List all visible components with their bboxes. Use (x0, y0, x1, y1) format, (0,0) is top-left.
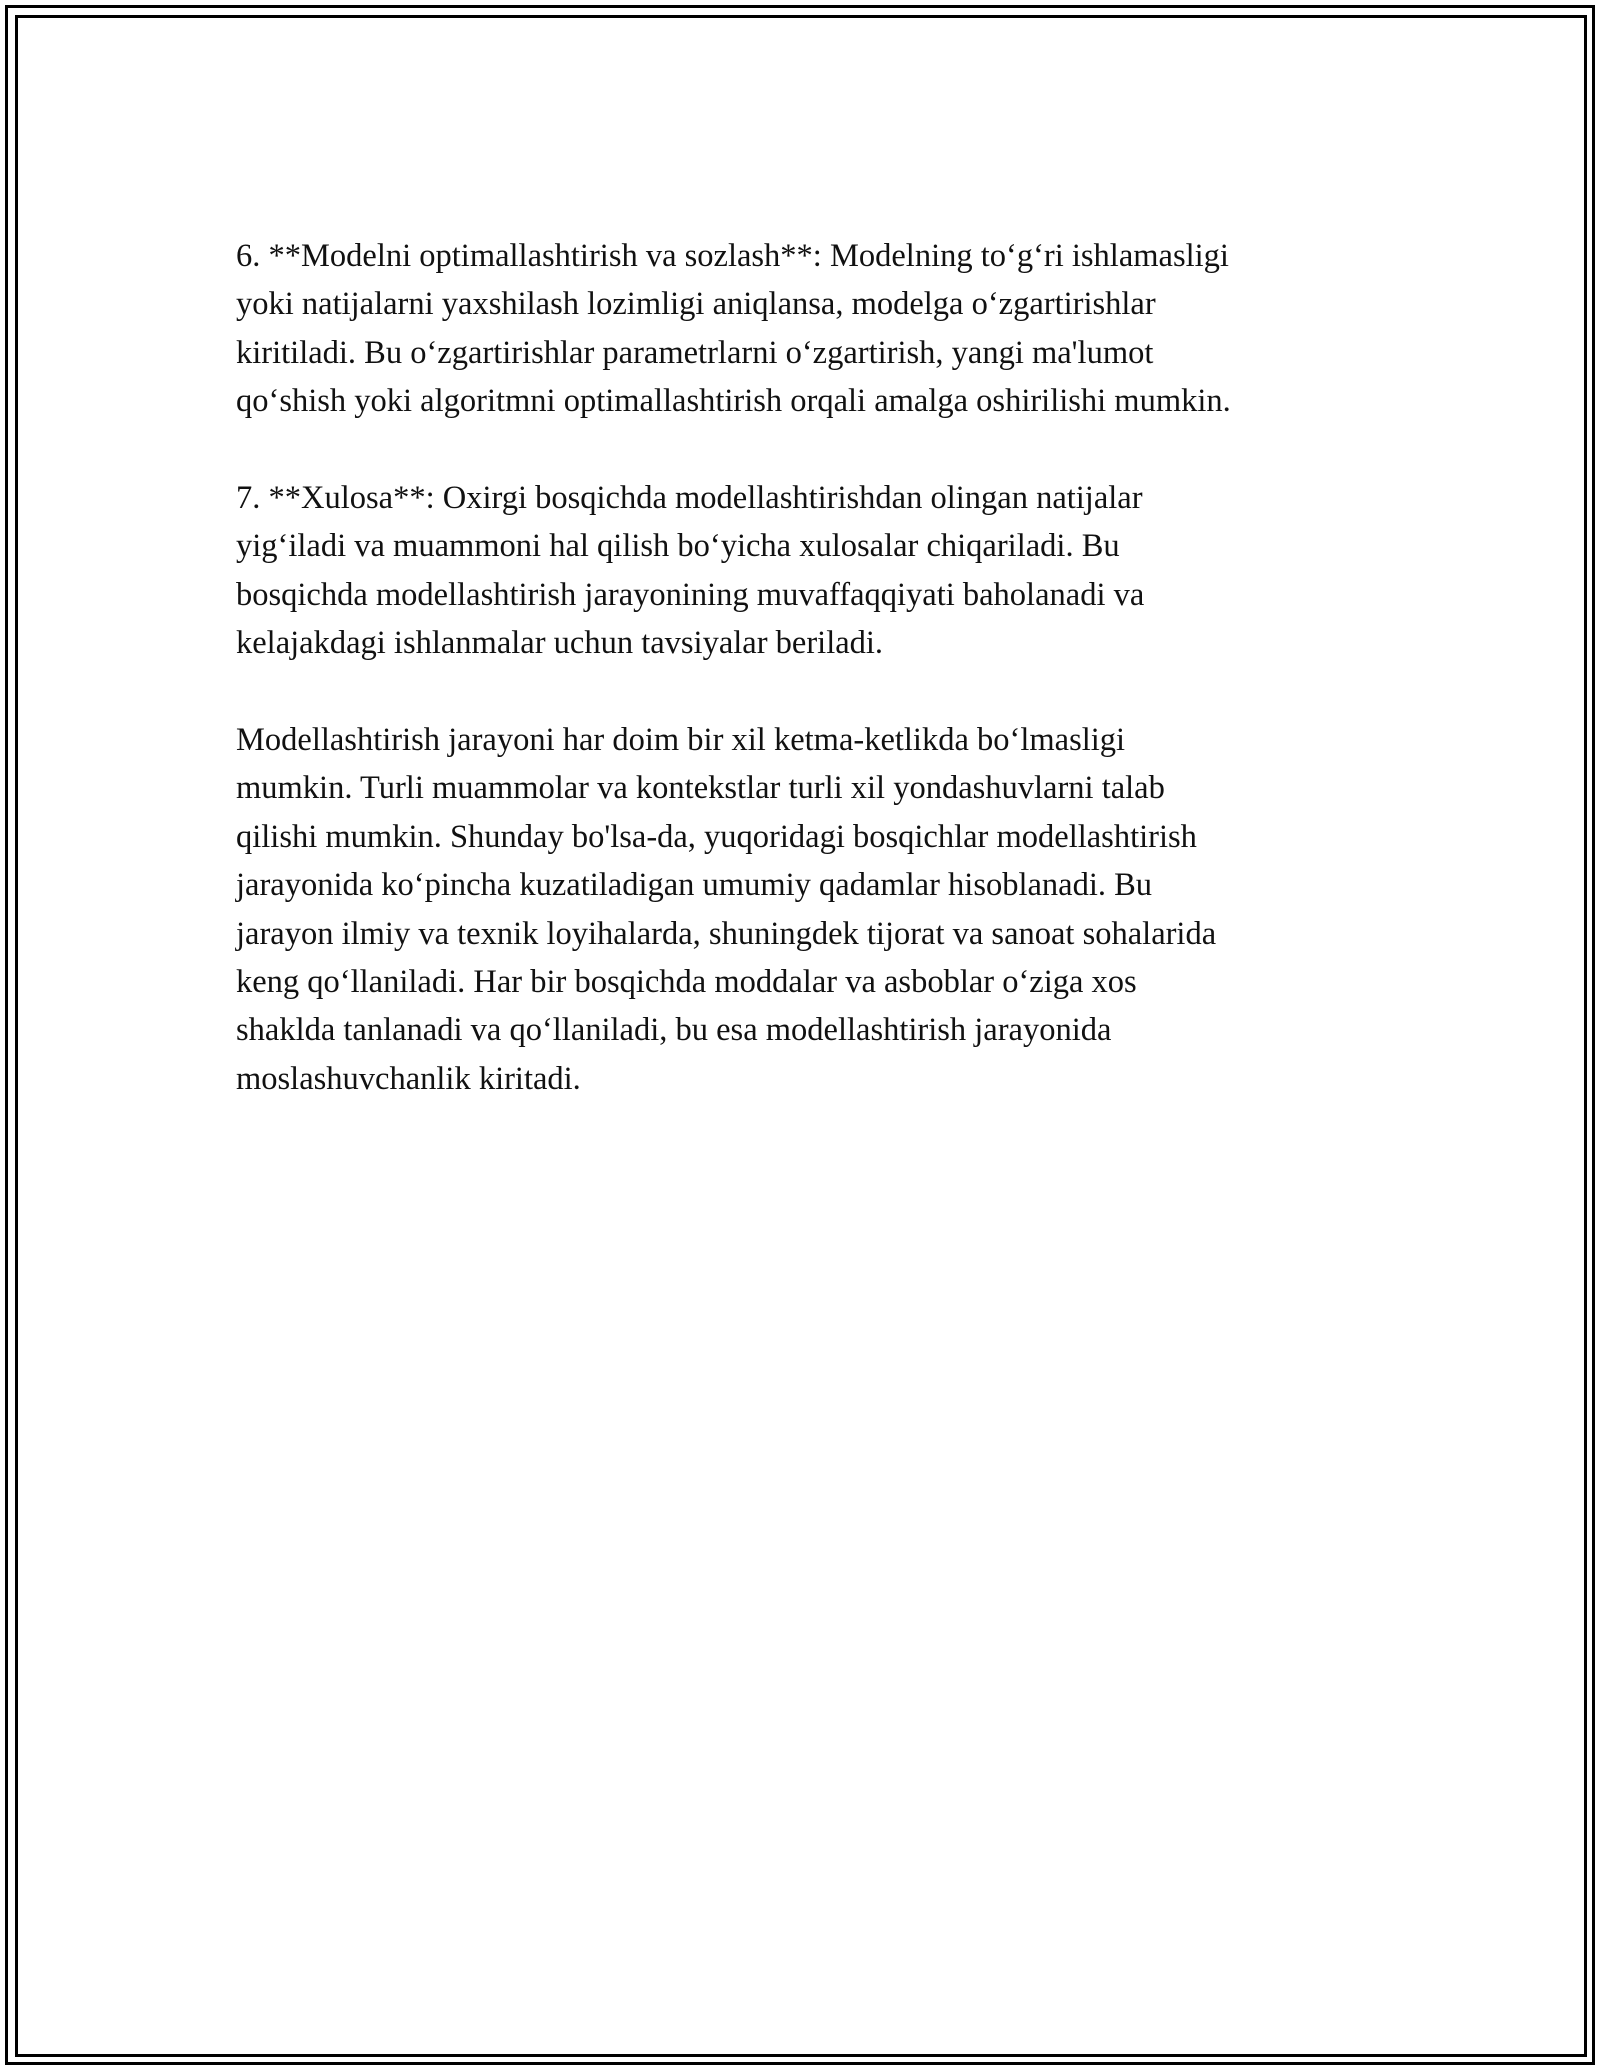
text-line: kiritiladi. Bu o‘zgartirishlar parametrlarni o‘zgartirish, yangi ma'lumot (236, 334, 1154, 371)
document-body (236, 232, 1376, 1152)
text-line: bosqichda modellashtirish jarayonining muvaffaqqiyati baholanadi va (236, 576, 1145, 613)
text-line: moslashuvchanlik kiritadi. (236, 1060, 581, 1097)
text-line: yig‘iladi va muammoni hal qilish bo‘yicha xulosalar chiqariladi. Bu (236, 528, 1120, 565)
text-line: keng qo‘llaniladi. Har bir bosqichda moddalar va asboblar o‘ziga xos (236, 964, 1137, 1001)
paragraph-step-7 (236, 474, 1376, 668)
text-line: jarayonida ko‘pincha kuzatiladigan umumiy qadamlar hisoblanadi. Bu (236, 867, 1153, 904)
text-line: jarayon ilmiy va texnik loyihalarda, shuningdek tijorat va sanoat sohalarida (236, 915, 1217, 952)
text-line: qilishi mumkin. Shunday bo'lsa-da, yuqoridagi bosqichlar modellashtirish (236, 818, 1197, 855)
text-line: kelajakdagi ishlanmalar uchun tavsiyalar beriladi. (236, 625, 884, 662)
text-line: 7. **Xulosa**: Oxirgi bosqichda modellashtirishdan olingan natijalar (236, 480, 1143, 517)
paragraph-summary (236, 716, 1376, 1103)
text-line: qo‘shish yoki algoritmni optimallashtirish orqali amalga oshirilishi mumkin. (236, 383, 1231, 420)
text-line: shaklda tanlanadi va qo‘llaniladi, bu esa modellashtirish jarayonida (236, 1012, 1112, 1049)
text-line: mumkin. Turli muammolar va kontekstlar turli xil yondashuvlarni talab (236, 770, 1165, 807)
text-line: yoki natijalarni yaxshilash lozimligi aniqlansa, modelga o‘zgartirishlar (236, 286, 1156, 323)
paragraph-step-6 (236, 232, 1376, 426)
text-line: 6. **Modelni optimallashtirish va sozlash**: Modelning to‘g‘ri ishlamasligi (236, 238, 1229, 274)
text-line: Modellashtirish jarayoni har doim bir xil ketma-ketlikda bo‘lmasligi (236, 722, 1126, 759)
